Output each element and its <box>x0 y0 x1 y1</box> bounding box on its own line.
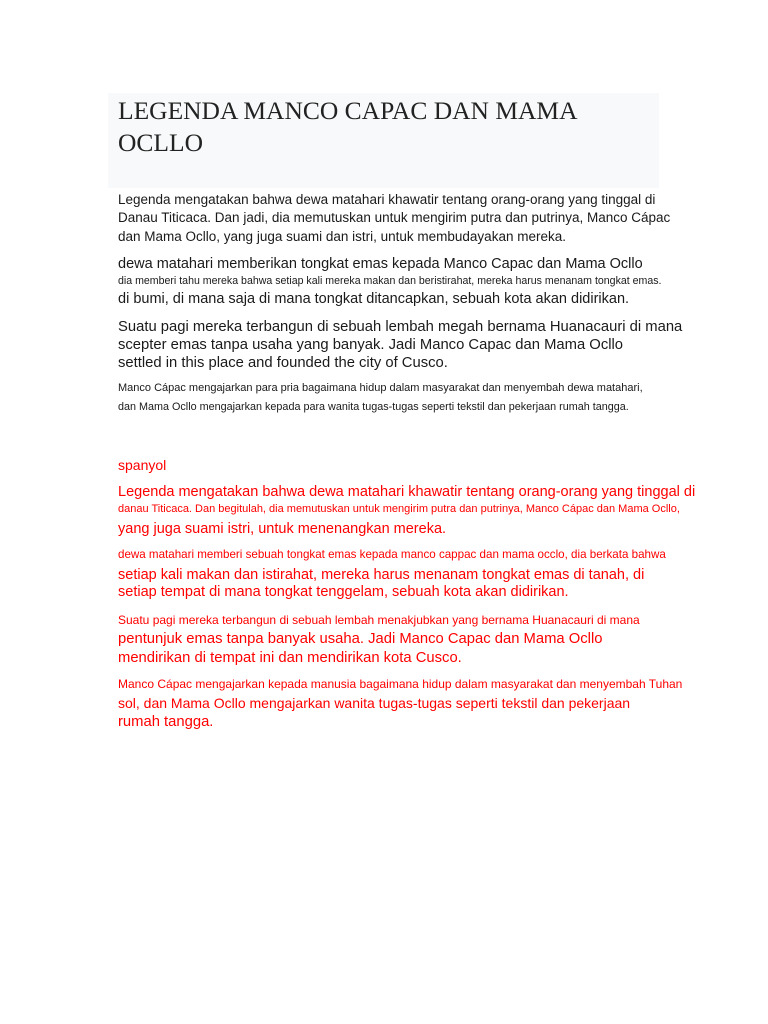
paragraph-line: scepter emas tanpa usaha yang banyak. Jadi Manco Capac dan Mama Ocllo <box>118 337 624 353</box>
paragraph-line: dan Mama Ocllo mengajarkan kepada para wanita tugas-tugas seperti tekstil dan pekerjaan rumah tangga. <box>118 401 629 413</box>
paragraph-line: Manco Cápac mengajarkan para pria bagaimana hidup dalam masyarakat dan menyembah dewa matahari, <box>118 382 643 394</box>
paragraph-line: dia memberi tahu mereka bahwa setiap kali mereka makan dan beristirahat, mereka harus menanam tongkat emas. <box>118 275 662 287</box>
translation-line: dewa matahari memberi sebuah tongkat emas kepada manco cappac dan mama occlo, dia berkata bahwa <box>118 548 666 561</box>
translation-line: sol, dan Mama Ocllo mengajarkan wanita tugas-tugas seperti tekstil dan pekerjaan <box>118 695 631 711</box>
translation-line: Suatu pagi mereka terbangun di sebuah lembah menakjubkan yang bernama Huanacauri di mana <box>118 613 640 627</box>
paragraph-line: settled in this place and founded the city of Cusco. <box>118 355 448 371</box>
translation-line: pentunjuk emas tanpa banyak usaha. Jadi Manco Capac dan Mama Ocllo <box>118 631 603 647</box>
translation-line: setiap tempat di mana tongkat tenggelam, sebuah kota akan didirikan. <box>118 584 569 600</box>
translation-line: Legenda mengatakan bahwa dewa matahari khawatir tentang orang-orang yang tinggal di <box>118 484 696 500</box>
title-line: OCLLO <box>118 128 203 157</box>
section-heading: spanyol <box>118 457 167 473</box>
document-title <box>118 95 578 159</box>
translation-line: setiap kali makan dan istirahat, mereka harus menanam tongkat emas di tanah, di <box>118 567 645 583</box>
paragraph-line: Suatu pagi mereka terbangun di sebuah lembah megah bernama Huanacauri di mana <box>118 319 683 335</box>
paragraph-line: di bumi, di mana saja di mana tongkat ditancapkan, sebuah kota akan didirikan. <box>118 291 630 307</box>
translation-line: Manco Cápac mengajarkan kepada manusia bagaimana hidup dalam masyarakat dan menyembah Tuhan <box>118 677 683 691</box>
translation-line: rumah tangga. <box>118 714 214 730</box>
translation-line: danau Titicaca. Dan begitulah, dia memutuskan untuk mengirim putra dan putrinya, Manco Cápac dan Mama Ocllo, <box>118 503 680 515</box>
translation-line: yang juga suami istri, untuk menenangkan mereka. <box>118 521 447 537</box>
translation-line: mendirikan di tempat ini dan mendirikan kota Cusco. <box>118 650 462 666</box>
paragraph-line: dewa matahari memberikan tongkat emas kepada Manco Capac dan Mama Ocllo <box>118 256 643 272</box>
title-line: LEGENDA MANCO CAPAC DAN MAMA <box>118 96 578 125</box>
title-box <box>108 93 659 188</box>
paragraph-line: Danau Titicaca. Dan jadi, dia memutuskan untuk mengirim putra dan putrinya, Manco Cápac <box>118 210 671 225</box>
paragraph-line: dan Mama Ocllo, yang juga suami dan istri, untuk membudayakan mereka. <box>118 229 566 244</box>
paragraph-line: Legenda mengatakan bahwa dewa matahari khawatir tentang orang-orang yang tinggal di <box>118 192 656 207</box>
